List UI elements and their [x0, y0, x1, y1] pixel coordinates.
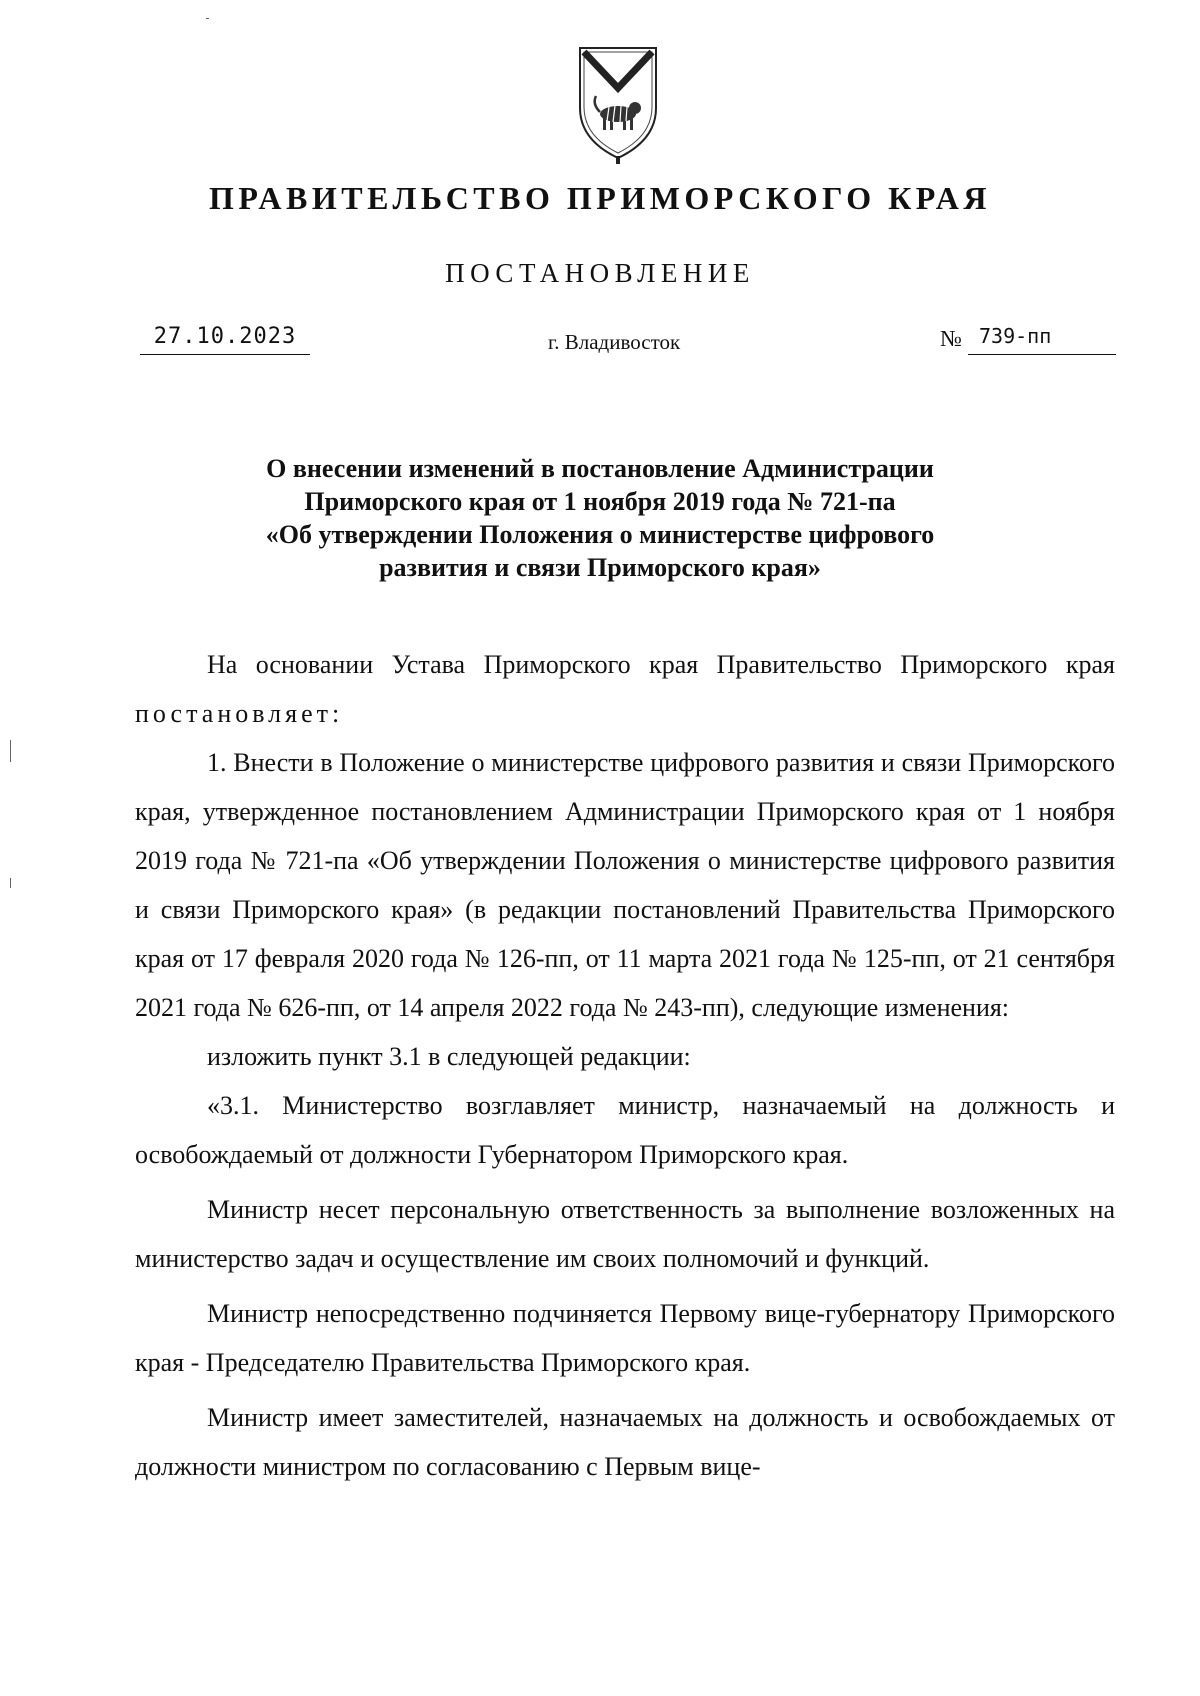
- paragraph-subordination: Министр непосредственно подчиняется Первому вице-губернатору Приморского края - Председателю Правительства Приморского края.: [135, 1299, 1115, 1377]
- document-body: [135, 640, 1115, 1491]
- paragraph-clause-3-1: «3.1. Министерство возглавляет министр, назначаемый на должность и освобождаемый от должности Губернатором Приморского края.: [135, 1091, 1115, 1169]
- scan-margin-mark: [10, 740, 11, 762]
- paragraph-deputies: Министр имеет заместителей, назначаемых на должность и освобождаемых от должности министром по согласованию с Первым вице-: [135, 1403, 1115, 1481]
- title-line: Приморского края от 1 ноября 2019 года № 721-па: [304, 487, 896, 516]
- scan-margin-mark: [10, 878, 11, 888]
- document-date: 27.10.2023: [153, 324, 297, 349]
- preamble-text: На основании Устава Приморского края Правительство Приморского края: [207, 650, 1115, 679]
- document-number: 739-пп: [979, 324, 1052, 348]
- paragraph-responsibility: Министр несет персональную ответственность за выполнение возложенных на министерство задач и осуществление им своих полномочий и функций.: [135, 1195, 1115, 1273]
- paragraph-item-1: 1. Внести в Положение о министерстве цифрового развития и связи Приморского края, утвержденное постановлением Администрации Приморского края от 1 ноября 2019 года № 721-па «Об утверждении Положения о министерстве цифрового развития и связи Приморского края» (в редакции постановлений Правительства Приморского края от 17 февраля 2020 года № 126-пп, от 11 марта 2021 года № 125-пп, от 21 сентября 2021 года № 626-пп, от 14 апреля 2022 года № 243-пп), следующие изменения:: [135, 748, 1115, 1022]
- document-type: ПОСТАНОВЛЕНИЕ: [445, 258, 755, 288]
- title-line: О внесении изменений в постановление Администрации: [266, 454, 934, 483]
- paragraph-instruction: изложить пункт 3.1 в следующей редакции:: [207, 1042, 691, 1071]
- scan-speck: [206, 18, 209, 19]
- decree-verb: постановляет: [135, 699, 333, 728]
- title-line: развития и связи Приморского края»: [379, 553, 821, 582]
- number-underline: [968, 354, 1116, 355]
- preamble-colon: :: [332, 699, 340, 728]
- number-label: №: [940, 326, 962, 351]
- paragraph-preamble: [135, 640, 1115, 738]
- date-underline: [140, 354, 310, 355]
- document-city: г. Владивосток: [548, 330, 681, 354]
- document-title: [160, 452, 1040, 584]
- coat-of-arms-emblem: [576, 44, 660, 164]
- title-line: «Об утверждении Положения о министерстве цифрового: [265, 520, 935, 549]
- organization-name: ПРАВИТЕЛЬСТВО ПРИМОРСКОГО КРАЯ: [209, 180, 991, 216]
